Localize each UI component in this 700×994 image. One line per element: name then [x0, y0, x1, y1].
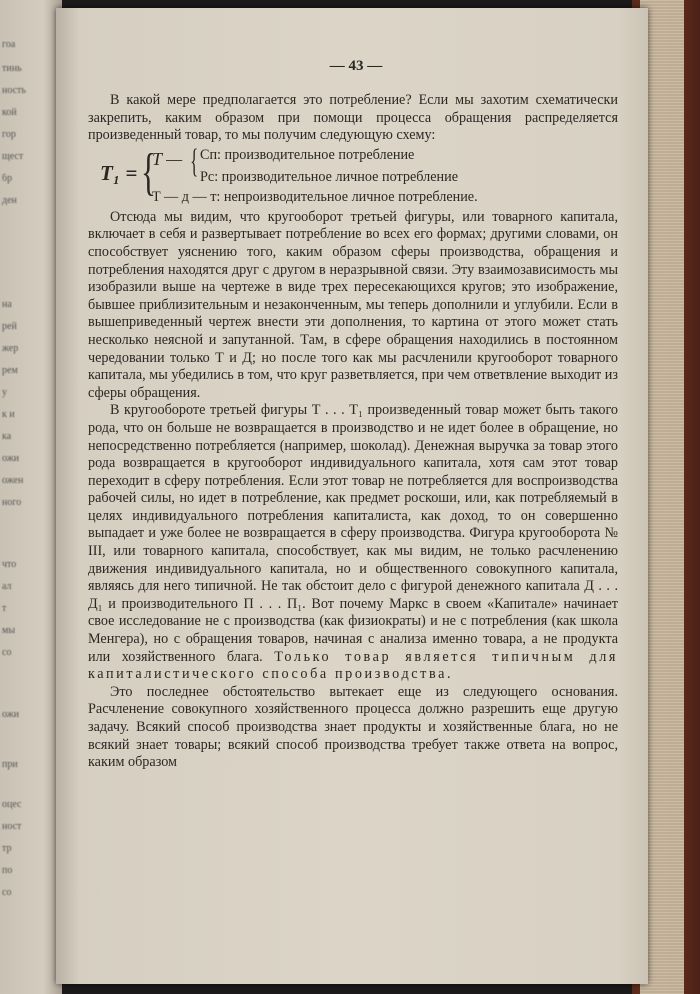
scheme-row-productive: Сп: производительное потребление: [200, 146, 415, 163]
scheme-branch-t: T —: [152, 148, 183, 169]
paragraph-4: Это последнее обстоятельство вытекает еще из следующего основания. Расчленение совокупного хозяйственного процесса должно разрешить еще другую задачу. Всякий способ производства знает продукты и хозяйственные блага, но не всякий знает товары; всякий способ производства требует также ответа на вопрос, каким образом: [88, 683, 618, 771]
scheme-row-unproductive: T — д — т: непроизводительное личное потребление.: [152, 188, 478, 205]
page-body: [88, 92, 618, 772]
paragraph-2: Отсюда мы видим, что кругооборот третьей фигуры, или товарного капитала, включает в себя и развертывает потребление во всех его формах; другими словами, он способствует уяснению того, каким образом сферы производства, обращения и потребления находятся друг с другом в неразрывной связи. Эту взаимозависимость мы изобразили выше на чертеже в виде трех пересекающихся кругов; это изображение, бывшее приблизительным и незаконченным, мы теперь дополнили и углубили. Если в вышеприведенный чертеж внести эти дополнения, то картина от этого может стать несколько неясной и запутанной. Там, в сфере обращения находились в постоянном чередовании только Т и Д; но после того как мы расчленили кругооборот товарного капитала, мы убедились в том, что круг разветвляется, при чем ответвление выходит из сферы обращения.: [88, 208, 618, 401]
page-number: — 43 —: [329, 58, 383, 74]
scheme-row-productive-personal: Рс: производительное личное потребление: [200, 168, 459, 185]
book-page: [56, 8, 648, 984]
scheme-brace: {: [140, 143, 156, 201]
paragraph-3: [88, 402, 618, 684]
paragraph-3-emphasis: Только товар является типичным для капиталистического способа производства.: [88, 648, 619, 683]
paragraph-3-text: В кругообороте третьей фигуры Т . . . Т₁ произведенный товар может быть такого рода, что он больше не возвращается в производство и не идет более в обращение, но непосредственно потребляется (например, шоколад). Денежная выручка за товар этого рода возвращается в кругооборот индивидуального капитала, хотя сам этот товар переходит в сферу потребления. Если этот товар не потребляется для воспроизводства рабочей силы, но идет в потребление, как предмет роскоши, или, как потребляемый в целях индивидуального потребления капиталиста, как доход, то он совершенно выпадает и уже более не возвращается в сферу производства. Фигура кругооборота № III, или товарного капитала, способствует, как мы видим, не только расчленению движения индивидуального капитала, но и общественного совокупного капитала, являясь для него типичной. Не так обстоит дело с фигурой денежного капитала Д . . . Д₁ и производительного П . . . П₁. Вот почему Маркс в своем «Капитале» начинает свое исследование не с производства (как физиократы) и не с потребления (как школа Менгера), но с обращения товаров, начиная с анализа именно товара, а не продукта или хозяйственного блага.: [88, 402, 618, 665]
scheme-lhs: T₁ =: [100, 160, 138, 185]
distribution-scheme: [88, 142, 618, 207]
paragraph-1: В какой мере предполагается это потребление? Если мы захотим схематически закрепить, каким образом при помощи процесса обращения распределяется произведенный товар, то мы получим следующую схему:: [88, 92, 618, 144]
scheme-sub-brace: {: [190, 142, 199, 180]
facing-page-edge: гоа тинь ность кой гор щест бр ден на рей жер рем у к и ка ожи ожен ного что ал т мы со ожи при оцес ност тр по со: [0, 0, 62, 994]
